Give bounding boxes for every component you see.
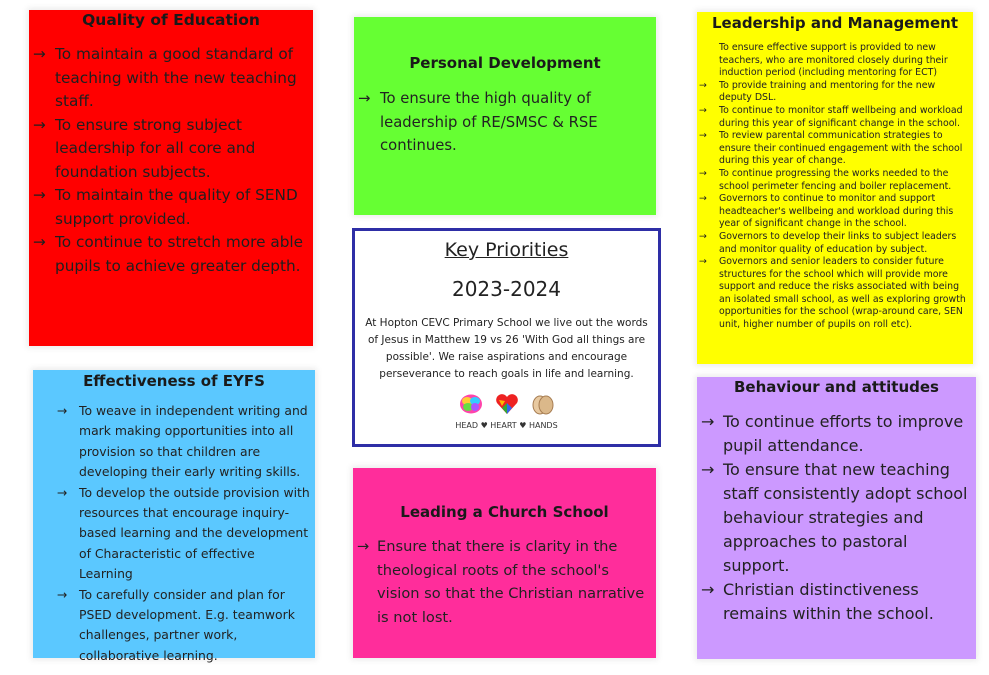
key-priorities-title: Key Priorities: [444, 239, 569, 261]
church-school-title: Leading a Church School: [400, 503, 609, 521]
list-item: → Governors to continue to monitor and support headteacher's wellbeing and workload during this year of significant change in the school.: [699, 193, 954, 230]
list-item: → Governors to develop their links to subject leaders and monitor quality of education by subject.: [699, 230, 957, 255]
church-school-list: [353, 535, 656, 629]
list-item: → Governors and senior leaders to consider future structures for the school which will provide more support and reduce the risks associated with being an isolated small school, as well as exploring growth opportunities for the school (wrap-around care, SEN unit, higher number of pupils on roll etc).: [699, 256, 966, 331]
quality-of-education-title: Quality of Education: [82, 11, 260, 29]
key-priorities-year: 2023-2024: [451, 277, 561, 301]
head-heart-hands-icons: [355, 393, 658, 419]
arrow-icon: →: [699, 104, 707, 116]
arrow-icon: →: [33, 115, 46, 134]
key-priorities-intro: At Hopton CEVC Primary School we live out the words of Jesus in Matthew 19 vs 26 'With God all things are possible'. We raise aspirations and encourage perseverance to reach goals in life and learning.: [365, 317, 648, 380]
list-item: → To continue to monitor staff wellbeing and workload during this year of significant change in the school.: [699, 104, 963, 129]
leadership-management-card: [697, 12, 973, 364]
personal-development-list: [354, 87, 656, 158]
list-item: → To continue to stretch more able pupils to achieve greater depth.: [33, 233, 304, 275]
arrow-icon: →: [33, 233, 46, 251]
colourful-heart-icon: [495, 393, 519, 419]
arrow-icon: →: [699, 130, 707, 142]
arrow-icon: →: [699, 79, 707, 91]
personal-development-card: [354, 17, 656, 215]
head-heart-hands-motto: HEAD ♥ HEART ♥ HANDS: [455, 421, 558, 430]
arrow-icon: →: [33, 186, 46, 204]
arrow-icon: →: [699, 230, 707, 242]
eyfs-card: [33, 370, 315, 663]
eyfs-title: Effectiveness of EYFS: [83, 372, 265, 390]
behaviour-list: [697, 410, 976, 626]
leadership-list: [697, 80, 973, 332]
arrow-icon: →: [701, 412, 715, 431]
quality-of-education-list: [29, 43, 313, 278]
list-item: → To continue progressing the works needed to the school perimeter fencing and boiler replacement.: [699, 167, 952, 192]
arrow-icon: →: [57, 484, 68, 500]
arrow-icon: →: [57, 403, 68, 418]
list-item: → To develop the outside provision with resources that encourage inquiry-based learning and the development of Characteristic of effective Learning: [57, 484, 310, 582]
personal-development-title: Personal Development: [409, 54, 601, 72]
behaviour-title: Behaviour and attitudes: [734, 378, 939, 396]
leadership-intro: To ensure effective support is provided to new teachers, who are monitored closely during their induction period (including mentoring for ECT): [719, 42, 948, 79]
arrow-icon: →: [358, 90, 371, 107]
arrow-icon: →: [357, 538, 370, 555]
leadership-management-title: Leadership and Management: [711, 14, 959, 32]
arrow-icon: →: [701, 580, 715, 599]
list-item: → Christian distinctiveness remains within the school.: [701, 580, 934, 623]
list-item: → To carefully consider and plan for PSED development. E.g. teamwork challenges, partner work, collaborative learning.: [57, 586, 295, 663]
behaviour-card: [697, 377, 976, 659]
quality-of-education-card: [29, 10, 313, 346]
list-item: → To weave in independent writing and mark making opportunities into all provision so that children are developing their early writing skills.: [57, 403, 308, 480]
arrow-icon: →: [699, 193, 707, 205]
colourful-brain-icon: [459, 393, 483, 419]
list-item: → To ensure strong subject leadership for all core and foundation subjects.: [33, 115, 256, 181]
list-item: → To ensure that new teaching staff consistently adopt school behaviour strategies and approaches to pastoral support.: [701, 460, 968, 575]
list-item: → To review parental communication strategies to ensure their continued engagement with the school during this year of change.: [699, 130, 963, 167]
list-item: → To continue efforts to improve pupil attendance.: [701, 412, 964, 455]
church-school-card: [353, 468, 656, 658]
praying-hands-icon: [531, 393, 555, 419]
list-item: → To maintain the quality of SEND support provided.: [33, 186, 298, 228]
list-item: → To provide training and mentoring for the new deputy DSL.: [699, 79, 936, 104]
list-item: → Ensure that there is clarity in the theological roots of the school's vision so that the Christian narrative is not lost.: [357, 535, 650, 629]
list-item: → To ensure the high quality of leadership of RE/SMSC & RSE continues.: [358, 87, 650, 158]
arrow-icon: →: [699, 167, 707, 179]
key-priorities-card: [352, 228, 661, 447]
eyfs-list: [33, 401, 315, 666]
arrow-icon: →: [57, 586, 68, 602]
arrow-icon: →: [699, 256, 707, 268]
arrow-icon: →: [701, 460, 715, 479]
list-item: → To maintain a good standard of teaching with the new teaching staff.: [33, 45, 297, 110]
arrow-icon: →: [33, 45, 46, 63]
